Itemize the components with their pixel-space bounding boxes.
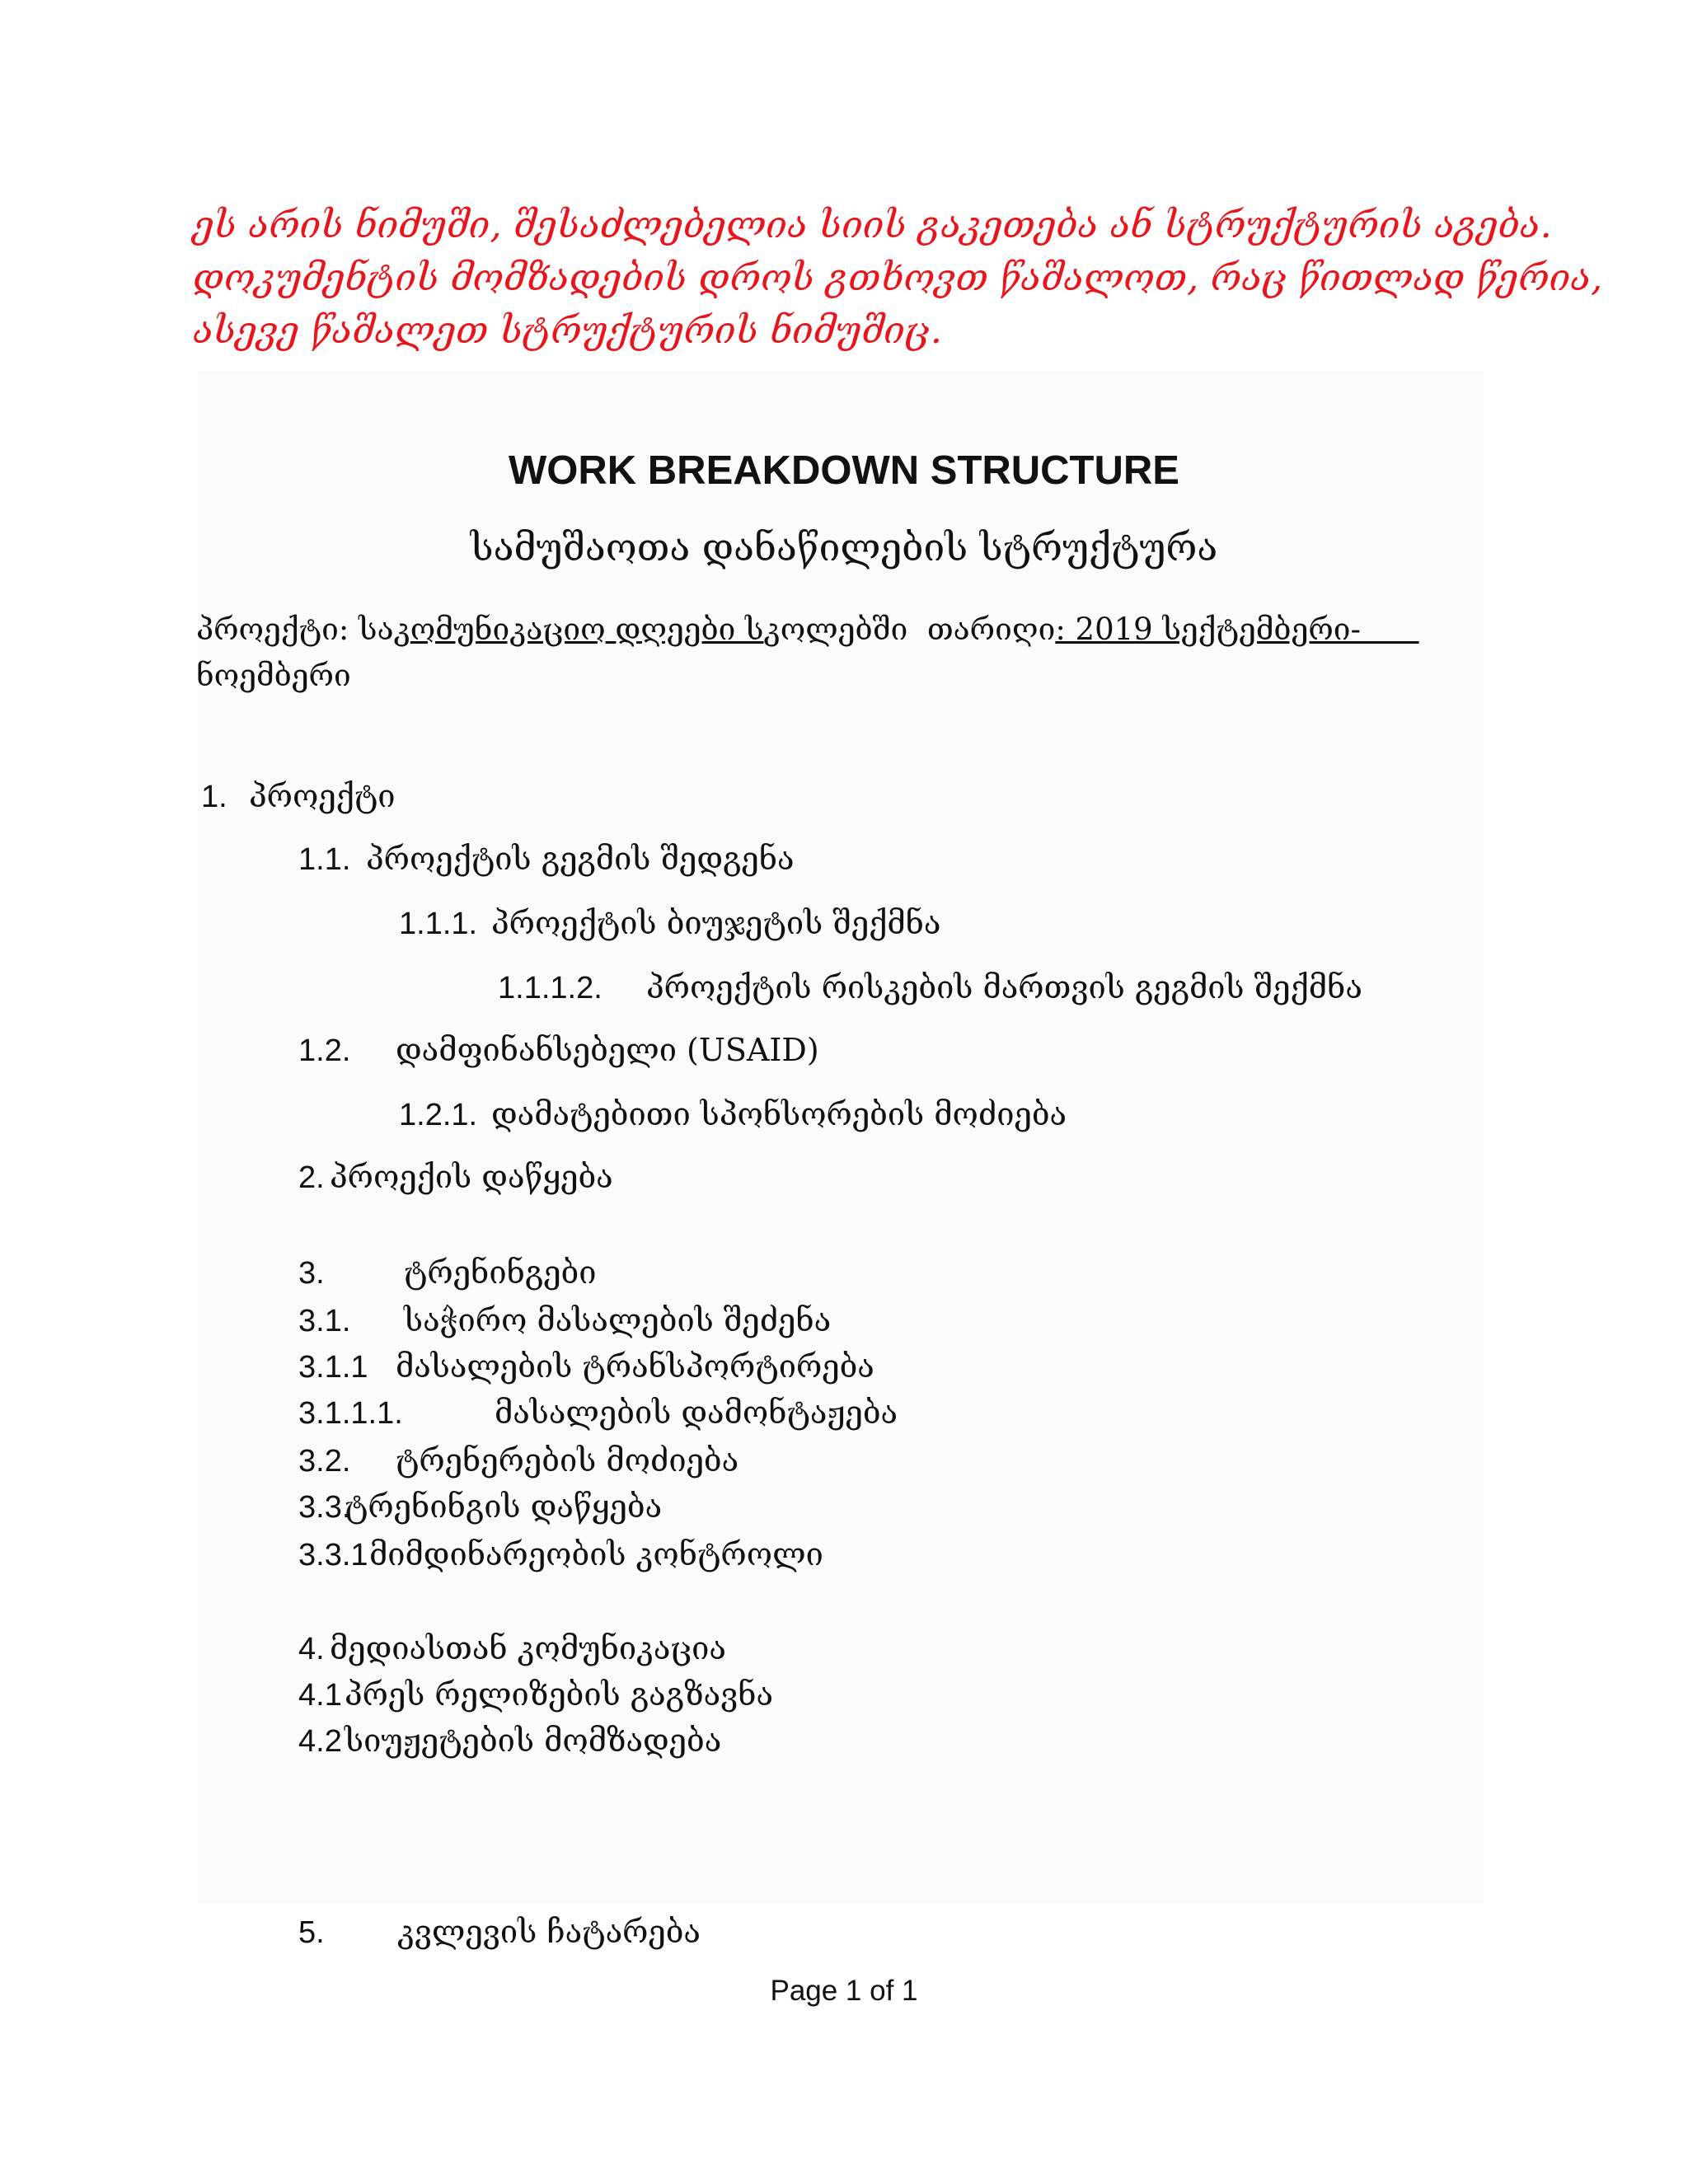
project-line [196,612,1419,647]
wbs-number: 1. [201,780,227,814]
wbs-label: პროექტის რისკების მართვის გეგმის შექმნა [646,969,1362,1005]
wbs-item-1-1-1 [399,905,940,942]
project-name-part-1: საკ [359,612,410,647]
wbs-number: 4.2 [298,1724,342,1759]
wbs-item-5 [298,1914,701,1951]
wbs-number: 4. [298,1632,325,1666]
wbs-number: 4.1 [298,1678,342,1713]
wbs-number: 3.1. [298,1304,351,1338]
wbs-label: მედიასთან კომუნიკაცია [330,1630,726,1666]
wbs-item-1-1-1-2 [498,969,1362,1006]
wbs-number: 1.1.1. [399,907,478,941]
wbs-number: 3.3.1 [298,1538,368,1572]
wbs-label: პროექტის ბიუჯეტის შექმნა [491,905,941,941]
wbs-item-3-3 [298,1488,662,1526]
instruction-note-line-1: ეს არის ნიმუში, შესაძლებელია სიის გაკეთება ან სტრუქტურის აგება. [193,203,1552,246]
date-label: თარიღი [907,612,1056,647]
wbs-number: 1.1.1.2. [498,971,603,1005]
wbs-item-3-1-1 [298,1348,874,1385]
wbs-number: 1.2. [298,1033,351,1068]
instruction-note-line-2: დოკუმენტის მომზადების დროს გთხოვთ წაშალოთ, რაც წითლად წერია, [193,255,1603,299]
wbs-item-1 [201,778,396,815]
date-value: : 2019 სექტემბერი- [1055,612,1419,647]
wbs-number: 2. [298,1160,325,1195]
wbs-label: სიუჟეტების მომზადება [345,1722,722,1759]
wbs-label: პრეს რელიზების გაგზავნა [345,1676,774,1713]
wbs-number: 3. [298,1256,325,1291]
wbs-item-1-2 [298,1032,819,1069]
wbs-label: კვლევის ჩატარება [397,1914,701,1950]
wbs-label: მიმდინარეობის კონტროლი [369,1536,823,1572]
wbs-number: 1.1. [298,842,351,877]
project-name-part-2: ომუნიკაციო დღეები ს [410,612,764,647]
wbs-number: 3.2. [298,1444,351,1479]
wbs-number: 5. [298,1915,325,1950]
wbs-label: საჭირო მასალების შეძენა [404,1302,832,1338]
wbs-label: დამფინანსებელი (USAID) [396,1032,819,1068]
wbs-label: პროექტი [249,778,396,814]
wbs-item-3-3-1 [298,1536,823,1573]
wbs-item-1-2-1 [399,1096,1067,1133]
wbs-number: 3.3. [298,1490,351,1525]
wbs-label: მასალების ტრანსპორტირება [396,1348,874,1385]
project-name-part-3: კოლებში [763,612,908,647]
wbs-item-3 [298,1254,597,1291]
wbs-number: 3.1.1.1. [298,1396,403,1431]
wbs-item-1-1 [298,841,795,878]
wbs-label: ტრენინგები [404,1254,597,1291]
document-title-english: WORK BREAKDOWN STRUCTURE [509,448,1179,493]
wbs-number: 1.2.1. [399,1098,478,1132]
wbs-label: ტრენინგის დაწყება [345,1488,663,1525]
wbs-item-4 [298,1630,726,1667]
wbs-number: 3.1.1 [298,1350,368,1385]
wbs-item-2 [298,1159,613,1196]
page-shaded-area [198,371,1484,1904]
document-title-georgian: სამუშაოთა დანაწილების სტრუქტურა [470,525,1218,569]
page-number-footer: Page 1 of 1 [770,1975,918,2007]
wbs-item-3-1 [298,1302,831,1339]
project-label: პროექტი: [196,612,359,647]
wbs-item-3-2 [298,1442,738,1479]
wbs-item-4-2 [298,1722,721,1760]
wbs-item-4-1 [298,1676,773,1713]
wbs-label: პროექის დაწყება [330,1159,613,1195]
date-continuation: ნოემბერი [196,658,351,693]
wbs-item-3-1-1-1 [298,1394,898,1432]
instruction-note-line-3: ასევე წაშალეთ სტრუქტურის ნიმუშიც. [193,308,943,352]
wbs-label: პროექტის გეგმის შედგენა [366,841,795,877]
wbs-label: დამატებითი სპონსორების მოძიება [491,1096,1067,1132]
wbs-label: ტრენერების მოძიება [396,1442,739,1479]
wbs-label: მასალების დამონტაჟება [495,1394,898,1431]
